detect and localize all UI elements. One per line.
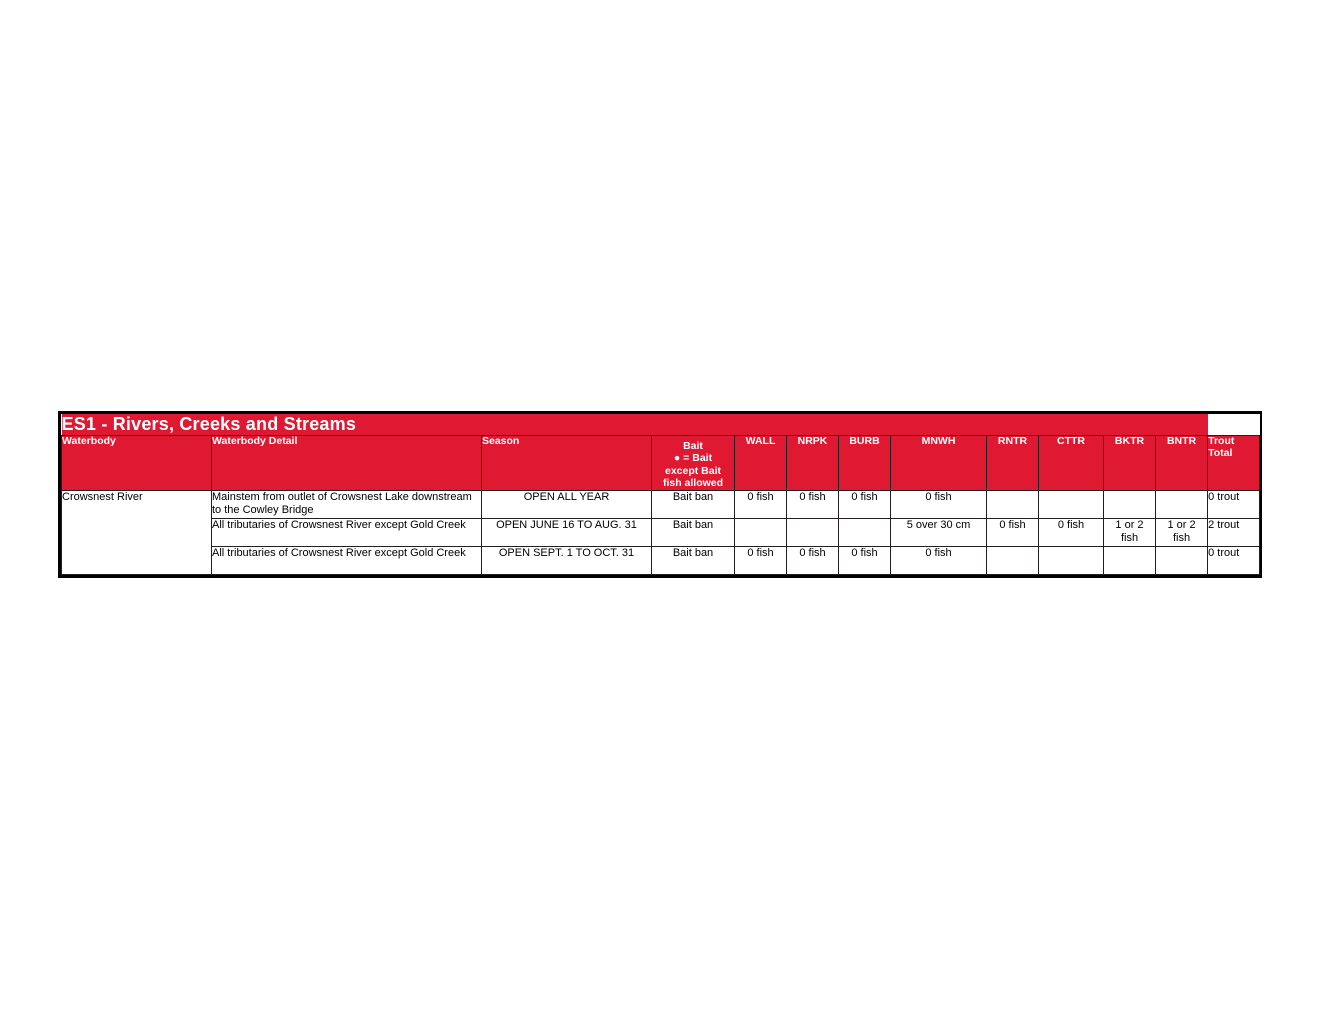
column-header-cttr: CTTR — [1039, 436, 1104, 491]
row-bait: Bait ban — [652, 546, 735, 574]
row-wall: 0 fish — [735, 546, 787, 574]
table-title-row — [62, 414, 1260, 436]
row-bntr: 1 or 2 fish — [1156, 518, 1208, 546]
table-row — [62, 490, 1260, 518]
row-bait: Bait ban — [652, 518, 735, 546]
row-wall — [735, 518, 787, 546]
row-nrpk: 0 fish — [787, 490, 839, 518]
row-trout-total: 0 trout — [1208, 490, 1260, 518]
column-header-bntr: BNTR — [1156, 436, 1208, 491]
table-header-row — [62, 436, 1260, 491]
column-header-burb: BURB — [839, 436, 891, 491]
row-bait: Bait ban — [652, 490, 735, 518]
bait-header-line-4: fish allowed — [662, 477, 724, 490]
row-detail: Mainstem from outlet of Crowsnest Lake downstream to the Cowley Bridge — [212, 490, 482, 518]
bait-header-line-1: Bait — [683, 440, 703, 452]
column-header-nrpk: NRPK — [787, 436, 839, 491]
row-detail: All tributaries of Crowsnest River except Gold Creek — [212, 518, 482, 546]
column-header-trout-total: Trout Total — [1208, 436, 1260, 491]
column-header-season: Season — [482, 436, 652, 491]
column-header-wall: WALL — [735, 436, 787, 491]
row-cttr — [1039, 490, 1104, 518]
table-row — [62, 546, 1260, 574]
row-rntr — [987, 546, 1039, 574]
column-header-waterbody-detail: Waterbody Detail — [212, 436, 482, 491]
row-burb — [839, 518, 891, 546]
row-cttr: 0 fish — [1039, 518, 1104, 546]
row-season: OPEN ALL YEAR — [482, 490, 652, 518]
row-wall: 0 fish — [735, 490, 787, 518]
row-nrpk: 0 fish — [787, 546, 839, 574]
row-bktr — [1104, 490, 1156, 518]
table-row — [62, 518, 1260, 546]
row-detail: All tributaries of Crowsnest River except Gold Creek — [212, 546, 482, 574]
row-mnwh: 0 fish — [891, 546, 987, 574]
page-title: ES1 - Rivers, Creeks and Streams — [62, 414, 1208, 436]
row-mnwh: 5 over 30 cm — [891, 518, 987, 546]
fishing-regulations-table — [58, 411, 1262, 578]
column-header-mnwh: MNWH — [891, 436, 987, 491]
row-trout-total: 2 trout — [1208, 518, 1260, 546]
row-bntr — [1156, 490, 1208, 518]
regulations-table — [61, 414, 1260, 575]
column-header-waterbody: Waterbody — [62, 436, 212, 491]
bait-header-line-3: except Bait — [664, 464, 722, 477]
row-rntr: 0 fish — [987, 518, 1039, 546]
row-burb: 0 fish — [839, 490, 891, 518]
column-header-bait — [652, 436, 735, 491]
row-rntr — [987, 490, 1039, 518]
row-bntr — [1156, 546, 1208, 574]
bait-header-line-2: ● = Bait — [673, 452, 713, 465]
column-header-rntr: RNTR — [987, 436, 1039, 491]
title-row-spacer — [1208, 414, 1260, 436]
row-trout-total: 0 trout — [1208, 546, 1260, 574]
row-season: OPEN JUNE 16 TO AUG. 31 — [482, 518, 652, 546]
row-bktr — [1104, 546, 1156, 574]
waterbody-name: Crowsnest River — [62, 490, 212, 574]
column-header-bktr: BKTR — [1104, 436, 1156, 491]
row-mnwh: 0 fish — [891, 490, 987, 518]
row-nrpk — [787, 518, 839, 546]
row-season: OPEN SEPT. 1 TO OCT. 31 — [482, 546, 652, 574]
row-bktr: 1 or 2 fish — [1104, 518, 1156, 546]
row-cttr — [1039, 546, 1104, 574]
row-burb: 0 fish — [839, 546, 891, 574]
